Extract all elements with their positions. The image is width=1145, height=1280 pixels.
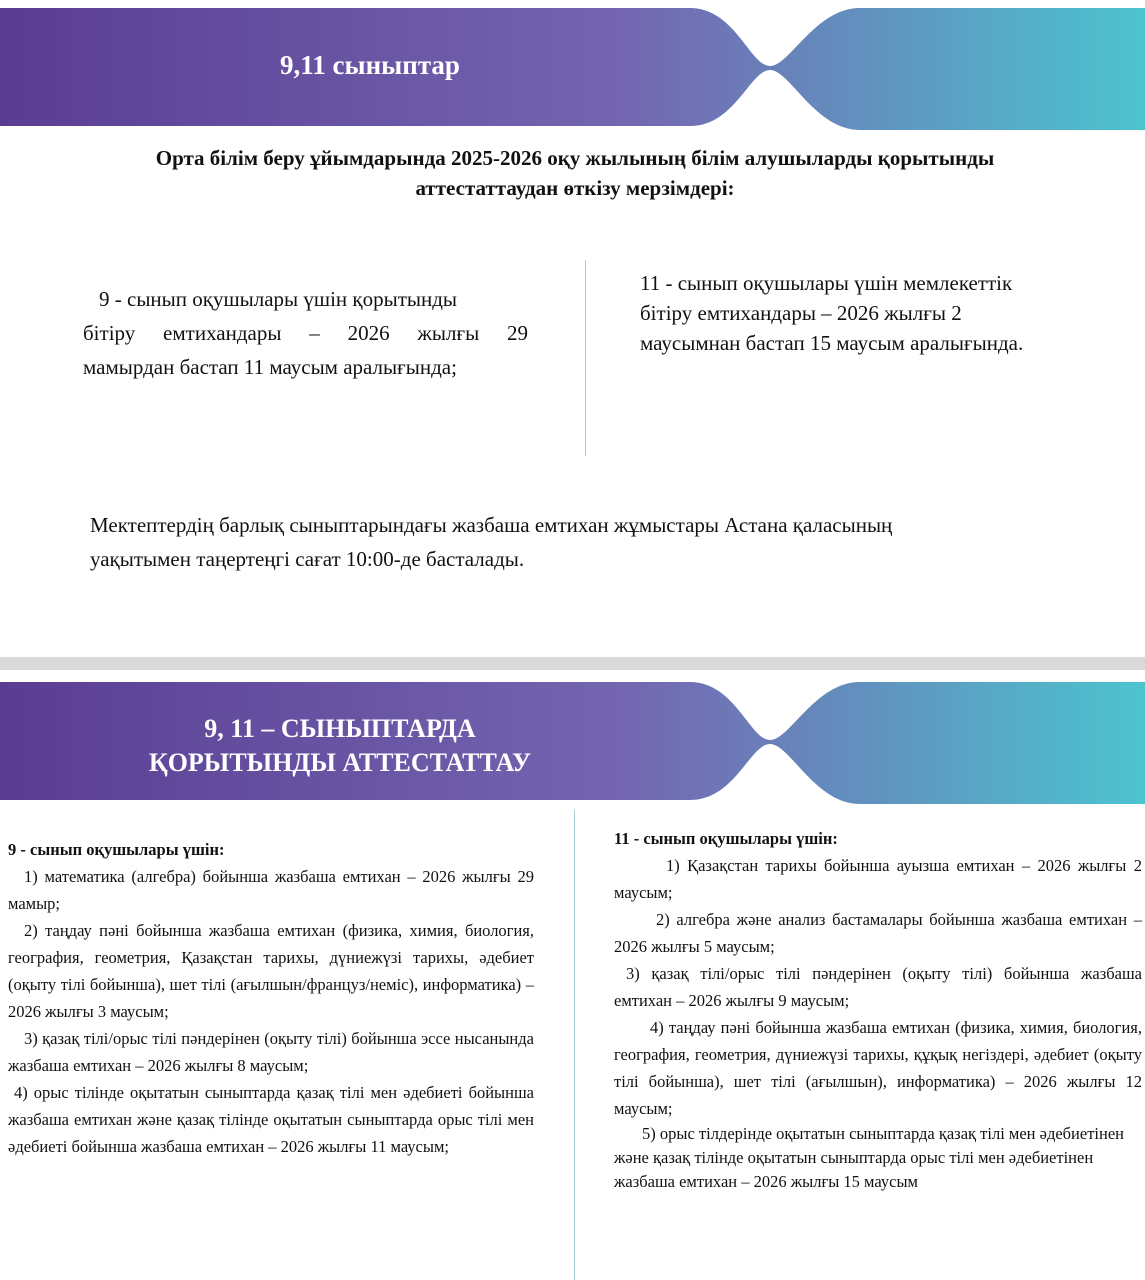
column-divider: [585, 260, 586, 456]
list-item: 1) Қазақстан тарихы бойынша ауызша емтихан – 2026 жылғы 2 маусым;: [614, 856, 1142, 902]
slide2-banner: [0, 682, 1145, 804]
text-line: уақытымен таңертеңгі сағат 10:00-де басталады.: [90, 547, 525, 571]
grade9-heading: 9 - сынып оқушылары үшін:: [8, 840, 225, 859]
text-line: 9 - сынып оқушылары үшін қорытынды: [99, 287, 458, 311]
list-item: 2) алгебра және анализ бастамалары бойынша жазбаша емтихан – 2026 жылғы 5 маусым;: [614, 910, 1142, 956]
list-item: 1) математика (алгебра) бойынша жазбаша емтихан – 2026 жылғы 29 мамыр;: [8, 867, 534, 913]
grade9-period-text: [83, 282, 528, 384]
text-line: бітіру емтихандары – 2026 жылғы 2: [640, 301, 962, 325]
exam-start-time-note: [90, 508, 1090, 576]
slide1-banner-title: 9,11 сыныптар: [280, 50, 460, 80]
list-item: 3) қазақ тілі/орыс тілі пәндерінен (оқыту тілі) бойынша эссе нысанында жазбаша емтихан – 2026 жылғы 8 маусым;: [8, 1029, 534, 1075]
banner-title-line: ҚОРЫТЫНДЫ АТТЕСТАТТАУ: [148, 748, 532, 777]
text-line: Мектептердің барлық сыныптарындағы жазбаша емтихан жұмыстары Астана қаласының: [90, 513, 893, 537]
text-line: 11 - сынып оқушылары үшін мемлекеттік: [640, 271, 1013, 295]
column-divider: [574, 810, 575, 1280]
list-item: 2) таңдау пәні бойынша жазбаша емтихан (физика, химия, биология, география, геометрия, Қазақстан тарихы, дүниежүзі тарихы, әдебиет (оқыту тілі бойынша), шет тілі (ағылшын/француз/неміс), информатика) – 2026 жылғы 3 маусым;: [8, 921, 534, 1021]
text-line: мамырдан бастап 11 маусым аралығында;: [83, 355, 457, 379]
heading-line: Орта білім беру ұйымдарында 2025-2026 оқу жылының білім алушыларды қорытынды: [155, 146, 995, 170]
grade11-exam-list: [614, 825, 1142, 1194]
list-item: 4) таңдау пәні бойынша жазбаша емтихан (физика, химия, биология, география, геометрия, дүниежүзі тарихы, құқық негіздері, әдебиет (оқыту тілі бойынша), шет тілі (ағылшын), информатика) – 2026 жылғы 12 маусым;: [614, 1018, 1142, 1118]
banner-title-line: 9, 11 – СЫНЫПТАРДА: [204, 714, 476, 743]
text-line: бітіру емтихандары – 2026 жылғы 29: [83, 321, 528, 345]
text-line: маусымнан бастап 15 маусым аралығында.: [640, 331, 1024, 355]
list-item: 4) орыс тілінде оқытатын сыныптарда қазақ тілі мен әдебиеті бойынша жазбаша емтихан және қазақ тілінде оқытатын сыныптарда орыс тілі мен әдебиеті бойынша жазбаша емтихан – 2026 жылғы 11 маусым;: [8, 1083, 534, 1156]
banner-wave-graphic: [0, 8, 1145, 130]
grade11-period-text: [640, 268, 1110, 358]
slide1-banner: [0, 8, 1145, 130]
slide-separator: [0, 657, 1145, 670]
slide1-heading: [60, 143, 1090, 203]
heading-line: аттестаттаудан өткізу мерзімдері:: [415, 176, 735, 200]
list-item: 3) қазақ тілі/орыс тілі пәндерінен (оқыту тілі) бойынша жазбаша емтихан – 2026 жылғы 9 маусым;: [614, 964, 1142, 1010]
grade11-heading: 11 - сынып оқушылары үшін:: [614, 829, 838, 848]
slide2-banner-title: [80, 712, 600, 780]
slide-final-attestation: [0, 670, 1145, 1280]
list-item: 5) орыс тілдерінде оқытатын сыныптарда қазақ тілі мен әдебиетінен және қазақ тілінде оқытатын сыныптарда орыс тілі мен әдебиетінен жазбаша емтихан – 2026 жылғы 15 маусым: [614, 1124, 1124, 1191]
grade9-exam-list: [8, 836, 534, 1160]
